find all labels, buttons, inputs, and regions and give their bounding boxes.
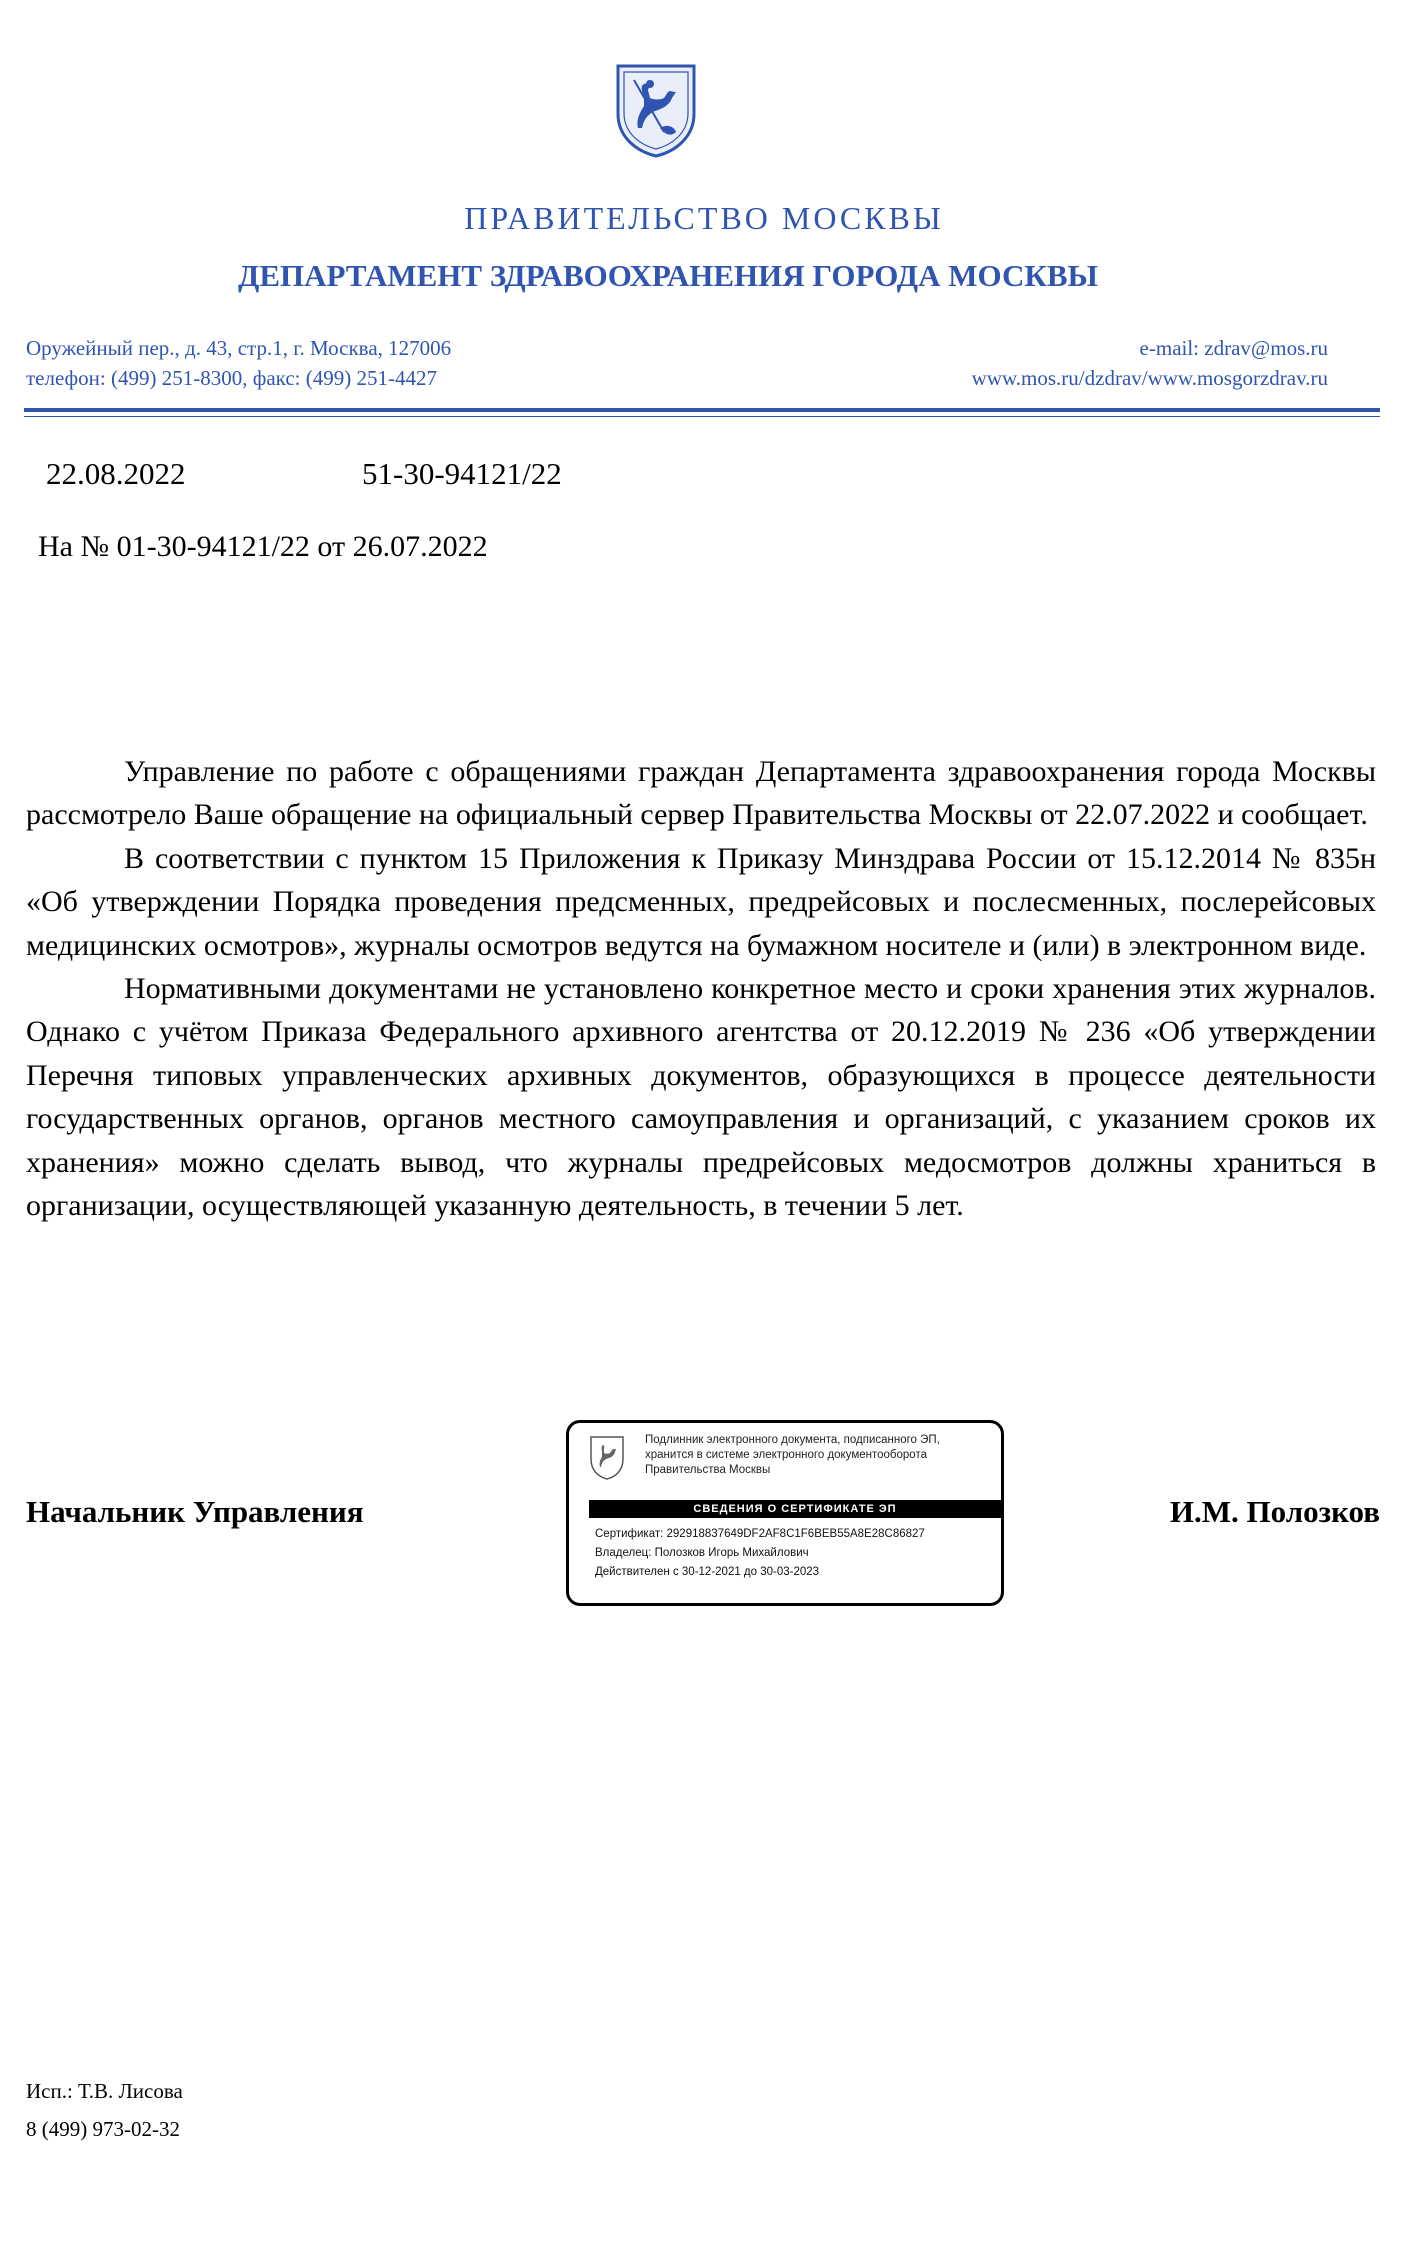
contact-left (26, 333, 451, 393)
certificate-owner: Владелец: Полозков Игорь Михайлович (595, 1547, 809, 1559)
stamp-note-line: Правительства Москвы (645, 1464, 771, 1476)
stamp-note (645, 1433, 995, 1478)
stamp-certificate-header: СВЕДЕНИЯ О СЕРТИФИКАТЕ ЭП (589, 1500, 1001, 1518)
registration-number: 51-30-94121/22 (362, 456, 562, 491)
executor-info (26, 2072, 183, 2148)
contact-right (972, 333, 1328, 393)
stamp-note-line: Подлинник электронного документа, подписанного ЭП, (645, 1434, 940, 1446)
body-paragraph: Управление по работе с обращениями граждан Департамента здравоохранения города Москвы рассмотрело Ваше обращение на официальный сервер Правительства Москвы от 22.07.2022 и сообщает. (26, 755, 1376, 832)
body-paragraph: Нормативными документами не установлено конкретное место и сроки хранения этих журналов. Однако с учётом Приказа Федерального архивного агентства от 20.12.2019 № 236 «Об утверждении Перечня типовых управленческих архивных документов, образующихся в процессе деятельности государственных органов, органов местного самоуправления и организаций, с указанием сроков их хранения» можно сделать вывод, что журналы предрейсовых медосмотров должны храниться в организации, осуществляющей указанную деятельность, в течении 5 лет. (26, 972, 1376, 1223)
department-title: ДЕПАРТАМЕНТ ЗДРАВООХРАНЕНИЯ ГОРОДА МОСКВЫ (238, 258, 1098, 293)
registration-date: 22.08.2022 (46, 456, 186, 491)
address-text: Оружейный пер., д. 43, стр.1, г. Москва, 127006 (26, 336, 452, 360)
phone-fax-text: телефон: (499) 251-8300, факс: (499) 251-4427 (26, 366, 437, 390)
header-divider-thick (24, 408, 1380, 412)
stamp-certificate-details (595, 1525, 925, 1582)
signer-position: Начальник Управления (26, 1494, 364, 1529)
electronic-signature-stamp (566, 1420, 1004, 1606)
moscow-coat-of-arms-icon (614, 62, 698, 158)
executor-name: Исп.: Т.В. Лисова (26, 2079, 183, 2103)
executor-phone: 8 (499) 973-02-32 (26, 2117, 180, 2141)
signer-name: И.М. Полозков (1169, 1494, 1380, 1529)
email-text: e-mail: zdrav@mos.ru (1139, 336, 1328, 360)
body-paragraph: В соответствии с пунктом 15 Приложения к Приказу Минздрава России от 15.12.2014 № 835н «Об утверждении Порядка проведения предсменных, предрейсовых и послесменных, послерейсовых медицинских осмотров», журналы осмотров ведутся на бумажном носителе и (или) в электронном виде. (26, 841, 1376, 962)
website-text: www.mos.ru/dzdrav/www.mosgorzdrav.ru (971, 366, 1328, 390)
government-title: ПРАВИТЕЛЬСТВО МОСКВЫ (464, 200, 944, 236)
header-divider-thin (24, 416, 1380, 417)
certificate-validity: Действителен с 30-12-2021 до 30-03-2023 (595, 1566, 820, 1578)
stamp-note-line: хранится в системе электронного документооборота (645, 1449, 927, 1461)
certificate-number: Сертификат: 292918837649DF2AF8C1F6BEB55A8E28C86827 (595, 1528, 925, 1540)
stamp-coat-of-arms-icon (589, 1435, 625, 1481)
reply-reference: На № 01-30-94121/22 от 26.07.2022 (38, 530, 488, 563)
letter-body (26, 750, 1376, 1227)
